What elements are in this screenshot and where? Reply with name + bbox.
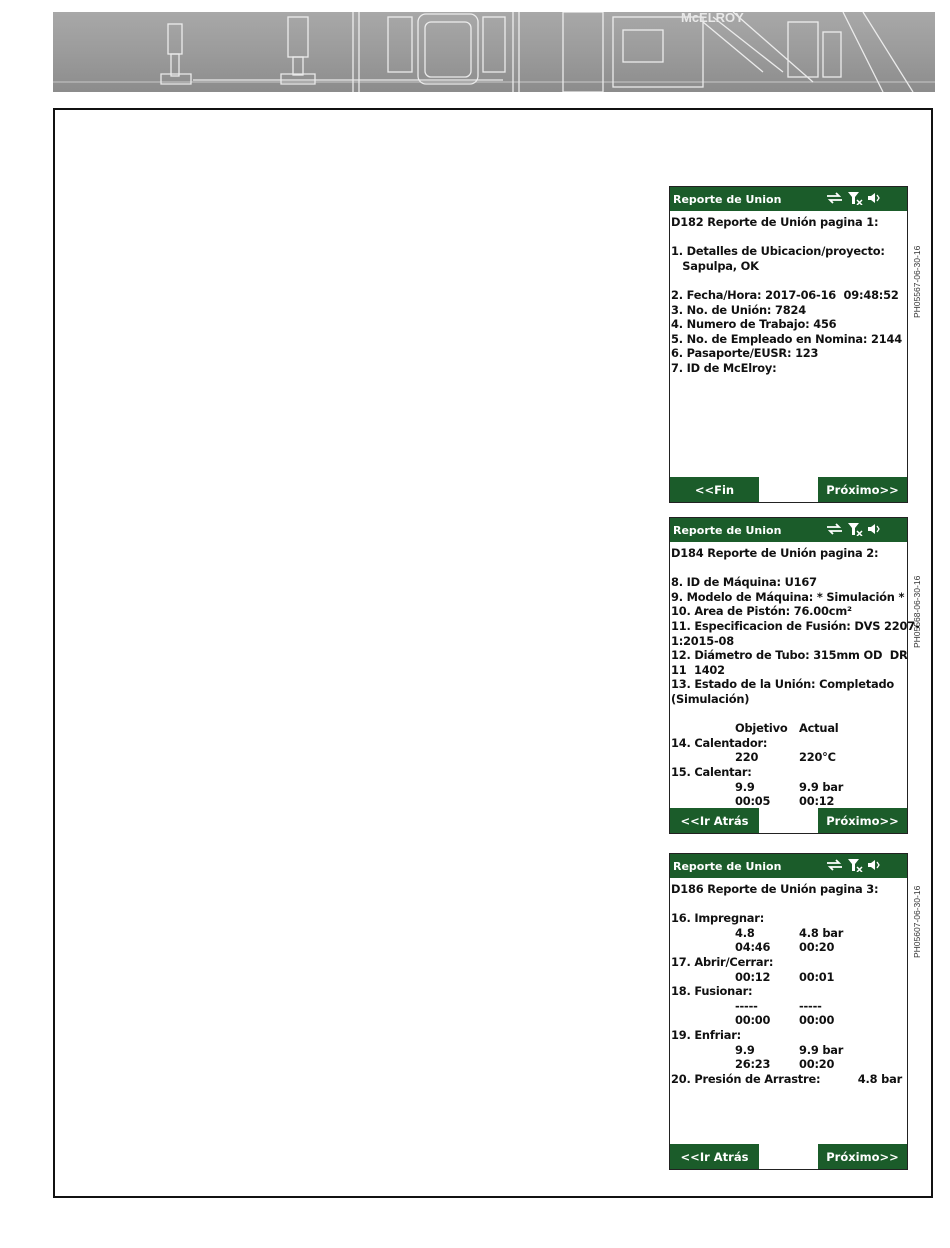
table-row-label: 15. Calentar: xyxy=(671,764,752,779)
list-item xyxy=(671,230,905,245)
table-row-label: 18. Fusionar: xyxy=(671,984,753,999)
figure-code: PH05568-06-30-16 xyxy=(912,575,922,648)
list-item xyxy=(671,561,905,576)
target-value: 04:46 xyxy=(735,940,771,955)
target-value: 26:23 xyxy=(735,1057,771,1072)
end-button[interactable]: <<Fin xyxy=(670,477,759,502)
table-row xyxy=(671,1043,905,1058)
table-row xyxy=(671,794,905,809)
list-item: 1. Detalles de Ubicacion/proyecto: xyxy=(671,244,885,259)
speaker-icon xyxy=(867,523,881,535)
column-header-actual: Actual xyxy=(799,721,839,736)
table-row-label: 16. Impregnar: xyxy=(671,911,765,926)
drag-pressure-label: 20. Presión de Arrastre: xyxy=(671,1071,821,1086)
target-value: 220 xyxy=(735,750,759,765)
sync-arrows-icon xyxy=(826,523,843,535)
target-value: 4.8 xyxy=(735,925,755,940)
table-row-label: 17. Abrir/Cerrar: xyxy=(671,954,774,969)
actual-value: 00:20 xyxy=(799,1057,835,1072)
list-item: 6. Pasaporte/EUSR: 123 xyxy=(671,346,819,361)
actual-value: 9.9 bar xyxy=(799,1042,844,1057)
actual-value: 220°C xyxy=(799,750,836,765)
table-row-label: 14. Calentador: xyxy=(671,735,768,750)
table-row xyxy=(671,1057,905,1072)
actual-value: 9.9 bar xyxy=(799,779,844,794)
list-item: (Simulación) xyxy=(671,691,750,706)
back-button[interactable]: <<Ir Atrás xyxy=(670,808,759,833)
screen-heading: D186 Reporte de Unión pagina 3: xyxy=(671,882,879,896)
screen-heading: D182 Reporte de Unión pagina 1: xyxy=(671,215,879,229)
actual-value: 4.8 bar xyxy=(799,925,844,940)
screen-heading: D184 Reporte de Unión pagina 2: xyxy=(671,546,879,560)
next-button[interactable]: Próximo>> xyxy=(818,1144,907,1169)
list-item: 1:2015-08 xyxy=(671,633,734,648)
no-signal-icon xyxy=(847,522,863,536)
no-signal-icon xyxy=(847,858,863,872)
drag-pressure-value: 4.8 bar xyxy=(857,1071,902,1086)
list-item: 13. Estado de la Unión: Completado xyxy=(671,677,895,692)
no-signal-icon xyxy=(847,191,863,205)
list-item: 3. No. de Unión: 7824 xyxy=(671,302,806,317)
actual-value: 00:12 xyxy=(799,794,835,809)
list-item: 7. ID de McElroy: xyxy=(671,360,777,375)
table-header-row xyxy=(671,721,905,736)
target-value: ----- xyxy=(735,998,758,1013)
screen-content xyxy=(670,211,907,376)
next-button[interactable]: Próximo>> xyxy=(818,808,907,833)
table-row xyxy=(671,780,905,795)
actual-value: 00:00 xyxy=(799,1013,835,1028)
target-value: 00:12 xyxy=(735,969,771,984)
screen-title: Reporte de Union xyxy=(673,192,782,206)
target-value: 00:00 xyxy=(735,1013,771,1028)
list-item: 9. Modelo de Máquina: * Simulación * xyxy=(671,589,905,604)
next-button[interactable]: Próximo>> xyxy=(818,477,907,502)
screen-title: Reporte de Union xyxy=(673,523,782,537)
screen-titlebar xyxy=(670,518,907,542)
table-row-label: 19. Enfriar: xyxy=(671,1027,741,1042)
device-screen-page-3 xyxy=(669,853,908,1170)
table-row xyxy=(671,926,905,941)
list-item: 4. Numero de Trabajo: 456 xyxy=(671,317,837,332)
list-item xyxy=(671,707,905,722)
screen-titlebar xyxy=(670,187,907,211)
sync-arrows-icon xyxy=(826,192,843,204)
table-row xyxy=(671,1013,905,1028)
speaker-icon xyxy=(867,859,881,871)
column-header-target: Objetivo xyxy=(735,721,788,736)
target-value: 00:05 xyxy=(735,794,771,809)
target-value: 9.9 xyxy=(735,779,755,794)
table-row xyxy=(671,999,905,1014)
banner-logo-text: McELROY xyxy=(681,12,744,25)
list-item: 11 1402 xyxy=(671,662,725,677)
drag-pressure-row xyxy=(671,1072,905,1087)
header-banner xyxy=(53,12,935,92)
speaker-icon xyxy=(867,192,881,204)
screen-title: Reporte de Union xyxy=(673,859,782,873)
table-row xyxy=(671,970,905,985)
list-item xyxy=(671,273,905,288)
screen-titlebar xyxy=(670,854,907,878)
sync-arrows-icon xyxy=(826,859,843,871)
list-item: 12. Diámetro de Tubo: 315mm OD DR xyxy=(671,648,908,663)
table-row xyxy=(671,940,905,955)
list-item: 8. ID de Máquina: U167 xyxy=(671,575,817,590)
back-button[interactable]: <<Ir Atrás xyxy=(670,1144,759,1169)
figure-code: PH05567-06-30-16 xyxy=(912,245,922,318)
list-item: 11. Especificacion de Fusión: DVS 2207- xyxy=(671,618,920,633)
list-item: 5. No. de Empleado en Nomina: 2144 xyxy=(671,331,902,346)
actual-value: 00:20 xyxy=(799,940,835,955)
table-row xyxy=(671,750,905,765)
list-item: 2. Fecha/Hora: 2017-06-16 09:48:52 xyxy=(671,287,899,302)
list-item: 10. Area de Pistón: 76.00cm² xyxy=(671,604,852,619)
actual-value: 00:01 xyxy=(799,969,835,984)
screen-content xyxy=(670,878,907,1086)
machine-illustration xyxy=(53,12,935,92)
target-value: 9.9 xyxy=(735,1042,755,1057)
figure-code: PH05607-06-30-16 xyxy=(912,885,922,958)
device-screen-page-1 xyxy=(669,186,908,503)
list-item: Sapulpa, OK xyxy=(671,258,759,273)
actual-value: ----- xyxy=(799,998,822,1013)
